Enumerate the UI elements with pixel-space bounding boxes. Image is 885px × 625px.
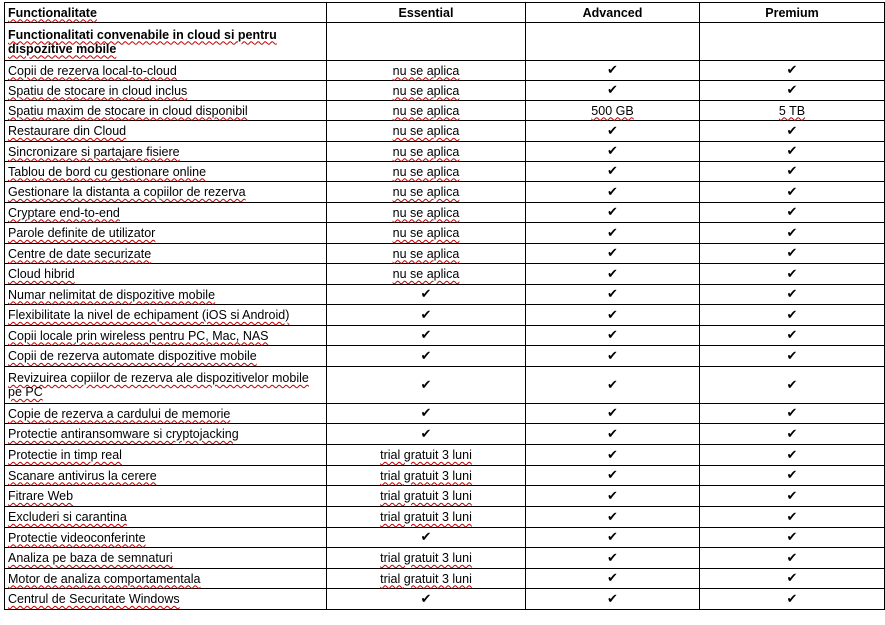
essential-value-text: trial gratuit 3 luni (380, 551, 472, 565)
header-advanced: Advanced (526, 3, 700, 23)
table-row (5, 367, 885, 404)
premium-value (700, 486, 885, 507)
advanced-value-text: 500 GB (591, 103, 634, 118)
check-icon: ✔ (786, 287, 798, 302)
premium-value (700, 121, 885, 142)
check-icon: ✔ (786, 447, 798, 463)
table-row (5, 264, 885, 285)
premium-value (700, 182, 885, 203)
check-icon: ✔ (786, 591, 798, 607)
feature-name (5, 528, 327, 548)
feature-name-text: Cryptare end-to-end (8, 205, 120, 220)
feature-name-text: Restaurare din Cloud (8, 124, 127, 138)
check-icon: ✔ (786, 205, 798, 220)
check-icon: ✔ (786, 144, 798, 159)
table-row (5, 346, 885, 367)
essential-value-text: trial gratuit 3 luni (380, 571, 472, 586)
feature-name-text: Excluderi si carantina (8, 510, 127, 524)
essential-value (327, 61, 526, 81)
advanced-value (526, 569, 700, 589)
essential-value (327, 162, 526, 182)
essential-value (327, 223, 526, 244)
check-icon: ✔ (607, 63, 618, 78)
feature-name (5, 305, 327, 326)
check-icon: ✔ (786, 509, 798, 525)
essential-value-text: nu se aplica (392, 144, 460, 159)
feature-name-text: Gestionare la distanta a copiilor de rezerva (8, 185, 246, 199)
section-title: Functionalitati convenabile in cloud si pentru dispozitive mobile (5, 23, 327, 61)
advanced-value (526, 162, 700, 182)
section-empty-cell (700, 23, 885, 61)
check-icon: ✔ (420, 591, 432, 607)
feature-name-text: Protectie antiransomware si cryptojacking (8, 427, 239, 441)
feature-name (5, 101, 327, 121)
feature-name-text: Cloud hibrid (8, 267, 75, 281)
feature-name (5, 367, 327, 404)
feature-name (5, 142, 327, 162)
check-icon: ✔ (786, 348, 798, 364)
feature-name (5, 548, 327, 569)
premium-value (700, 589, 885, 610)
check-icon: ✔ (420, 328, 432, 343)
check-icon: ✔ (786, 225, 798, 241)
check-icon: ✔ (607, 246, 618, 261)
check-icon: ✔ (607, 205, 618, 220)
essential-value-text: trial gratuit 3 luni (380, 468, 472, 483)
check-icon: ✔ (607, 164, 618, 179)
essential-value (327, 121, 526, 142)
check-icon: ✔ (786, 377, 798, 393)
premium-value (700, 569, 885, 589)
check-icon: ✔ (607, 468, 618, 483)
essential-value-text: trial gratuit 3 luni (380, 489, 472, 503)
check-icon: ✔ (607, 571, 618, 586)
advanced-value (526, 589, 700, 610)
feature-comparison-table (4, 2, 885, 610)
advanced-value (526, 424, 700, 445)
feature-name-text: Scanare antivirus la cerere (8, 468, 157, 483)
advanced-value (526, 121, 700, 142)
header-essential: Essential (327, 3, 526, 23)
table-row (5, 486, 885, 507)
feature-name (5, 486, 327, 507)
check-icon: ✔ (420, 530, 432, 545)
essential-value (327, 264, 526, 285)
essential-value (327, 142, 526, 162)
check-icon: ✔ (786, 307, 798, 323)
premium-value (700, 367, 885, 404)
check-icon: ✔ (607, 328, 618, 343)
table-row (5, 223, 885, 244)
advanced-value (526, 223, 700, 244)
feature-name-text: Analiza pe baza de semnaturi (8, 551, 173, 565)
premium-value (700, 223, 885, 244)
table-row (5, 326, 885, 346)
advanced-value (526, 61, 700, 81)
advanced-value (526, 285, 700, 305)
check-icon: ✔ (786, 488, 798, 504)
essential-value (327, 367, 526, 404)
check-icon: ✔ (786, 266, 798, 282)
premium-value (700, 548, 885, 569)
check-icon: ✔ (786, 530, 798, 545)
premium-value (700, 404, 885, 424)
essential-value-text: nu se aplica (392, 83, 460, 98)
essential-value-text: nu se aplica (392, 226, 460, 240)
check-icon: ✔ (607, 488, 618, 504)
check-icon: ✔ (607, 184, 618, 200)
feature-name-text: Fitrare Web (8, 489, 74, 503)
check-icon: ✔ (607, 287, 618, 302)
feature-name-text: Protectie in timp real (8, 448, 122, 462)
check-icon: ✔ (607, 83, 618, 98)
table-row (5, 101, 885, 121)
check-icon: ✔ (607, 123, 618, 139)
essential-value-text: trial gratuit 3 luni (380, 510, 472, 524)
table-row (5, 244, 885, 264)
feature-name-text: Protectie videoconferinte (8, 530, 146, 545)
essential-value-text: nu se aplica (392, 205, 460, 220)
section-empty-cell (526, 23, 700, 61)
table-row (5, 589, 885, 610)
feature-name-text: Parole definite de utilizator (8, 226, 156, 240)
feature-name-text: Copii locale prin wireless pentru PC, Mac, NAS (8, 328, 269, 343)
advanced-value (526, 326, 700, 346)
table-row (5, 528, 885, 548)
premium-value (700, 81, 885, 101)
essential-value (327, 182, 526, 203)
essential-value (327, 404, 526, 424)
advanced-value (526, 182, 700, 203)
check-icon: ✔ (786, 468, 798, 483)
advanced-value (526, 244, 700, 264)
check-icon: ✔ (607, 530, 618, 545)
premium-value (700, 162, 885, 182)
feature-name-text: Centrul de Securitate Windows (8, 592, 180, 606)
check-icon: ✔ (786, 123, 798, 139)
premium-value (700, 326, 885, 346)
feature-name (5, 203, 327, 223)
advanced-value (526, 367, 700, 404)
advanced-value (526, 445, 700, 466)
essential-value (327, 285, 526, 305)
advanced-value (526, 507, 700, 528)
essential-value-text: trial gratuit 3 luni (380, 448, 472, 462)
essential-value (327, 507, 526, 528)
table-row (5, 424, 885, 445)
table-row (5, 162, 885, 182)
feature-name (5, 589, 327, 610)
check-icon: ✔ (607, 426, 618, 442)
feature-name (5, 424, 327, 445)
check-icon: ✔ (420, 307, 432, 323)
premium-value (700, 264, 885, 285)
essential-value (327, 101, 526, 121)
premium-value (700, 101, 885, 121)
advanced-value (526, 404, 700, 424)
feature-name (5, 466, 327, 486)
feature-name (5, 507, 327, 528)
table-row (5, 203, 885, 223)
check-icon: ✔ (786, 328, 798, 343)
feature-name-text: Spatiu de stocare in cloud inclus (8, 83, 188, 98)
premium-value (700, 285, 885, 305)
essential-value (327, 244, 526, 264)
essential-value (327, 445, 526, 466)
feature-name (5, 162, 327, 182)
check-icon: ✔ (607, 509, 618, 525)
check-icon: ✔ (607, 447, 618, 463)
table-row (5, 548, 885, 569)
premium-value (700, 424, 885, 445)
advanced-value (526, 548, 700, 569)
check-icon: ✔ (607, 307, 618, 323)
table-row (5, 466, 885, 486)
feature-name (5, 445, 327, 466)
check-icon: ✔ (607, 225, 618, 241)
advanced-value (526, 264, 700, 285)
essential-value (327, 569, 526, 589)
essential-value (327, 528, 526, 548)
check-icon: ✔ (607, 591, 618, 607)
essential-value (327, 466, 526, 486)
feature-name-text: Copii de rezerva automate dispozitive mobile (8, 349, 257, 363)
essential-value-text: nu se aplica (392, 124, 460, 138)
header-row (5, 3, 885, 23)
advanced-value (526, 305, 700, 326)
table-row (5, 121, 885, 142)
check-icon: ✔ (786, 571, 798, 586)
feature-name-text: Sincronizare si partajare fisiere (8, 144, 180, 159)
feature-name-text: Copie de rezerva a cardului de memorie (8, 406, 231, 421)
premium-value (700, 61, 885, 81)
premium-value (700, 445, 885, 466)
check-icon: ✔ (607, 550, 618, 566)
feature-name (5, 244, 327, 264)
feature-name (5, 81, 327, 101)
check-icon: ✔ (607, 348, 618, 364)
feature-name (5, 61, 327, 81)
advanced-value (526, 486, 700, 507)
essential-value-text: nu se aplica (392, 103, 460, 118)
essential-value (327, 203, 526, 223)
advanced-value (526, 346, 700, 367)
check-icon: ✔ (420, 287, 432, 302)
essential-value-text: nu se aplica (392, 63, 460, 78)
feature-name-text: Flexibilitate la nivel de echipament (iOS si Android) (8, 308, 290, 322)
premium-value (700, 507, 885, 528)
check-icon: ✔ (786, 164, 798, 179)
essential-value (327, 326, 526, 346)
header-premium: Premium (700, 3, 885, 23)
check-icon: ✔ (786, 83, 798, 98)
essential-value (327, 305, 526, 326)
premium-value (700, 305, 885, 326)
feature-name-text: Numar nelimitat de dispozitive mobile (8, 287, 216, 302)
check-icon: ✔ (786, 406, 798, 421)
feature-name-text: Motor de analiza comportamentala (8, 571, 201, 586)
check-icon: ✔ (607, 266, 618, 282)
feature-name-text: Tablou de bord cu gestionare online (8, 164, 207, 179)
feature-name (5, 404, 327, 424)
essential-value (327, 81, 526, 101)
check-icon: ✔ (786, 63, 798, 78)
advanced-value (526, 101, 700, 121)
feature-name (5, 285, 327, 305)
check-icon: ✔ (607, 144, 618, 159)
check-icon: ✔ (420, 426, 432, 442)
premium-value (700, 346, 885, 367)
table-row (5, 61, 885, 81)
advanced-value (526, 142, 700, 162)
essential-value (327, 486, 526, 507)
essential-value-text: nu se aplica (392, 246, 460, 261)
table-row (5, 404, 885, 424)
feature-name (5, 346, 327, 367)
premium-value (700, 142, 885, 162)
essential-value (327, 589, 526, 610)
feature-name (5, 569, 327, 589)
section-row (5, 23, 885, 61)
feature-name-text: Spatiu maxim de stocare in cloud disponibil (8, 103, 248, 118)
premium-value (700, 466, 885, 486)
feature-name (5, 182, 327, 203)
advanced-value (526, 81, 700, 101)
table-row (5, 81, 885, 101)
essential-value-text: nu se aplica (392, 164, 460, 179)
feature-name (5, 121, 327, 142)
essential-value-text: nu se aplica (392, 185, 460, 199)
essential-value-text: nu se aplica (392, 267, 460, 281)
check-icon: ✔ (420, 348, 432, 364)
advanced-value (526, 466, 700, 486)
feature-name-text: Copii de rezerva local-to-cloud (8, 63, 177, 78)
section-empty-cell (327, 23, 526, 61)
check-icon: ✔ (420, 377, 432, 393)
check-icon: ✔ (786, 426, 798, 442)
essential-value (327, 346, 526, 367)
check-icon: ✔ (607, 406, 618, 421)
table-row (5, 285, 885, 305)
check-icon: ✔ (607, 377, 618, 393)
premium-value (700, 203, 885, 223)
premium-value (700, 528, 885, 548)
table-row (5, 182, 885, 203)
header-feature: Functionalitate (5, 3, 327, 23)
premium-value (700, 244, 885, 264)
essential-value (327, 548, 526, 569)
table-row (5, 445, 885, 466)
feature-name (5, 326, 327, 346)
check-icon: ✔ (420, 406, 432, 421)
table-row (5, 305, 885, 326)
premium-value-text: 5 TB (778, 103, 806, 118)
advanced-value (526, 203, 700, 223)
feature-name (5, 223, 327, 244)
feature-name-text: Revizuirea copiilor de rezerva ale dispozitivelor mobile pe PC (8, 371, 309, 399)
table-row (5, 142, 885, 162)
check-icon: ✔ (786, 246, 798, 261)
essential-value (327, 424, 526, 445)
check-icon: ✔ (786, 184, 798, 200)
table-row (5, 507, 885, 528)
feature-name-text: Centre de date securizate (8, 246, 152, 261)
advanced-value (526, 528, 700, 548)
feature-name (5, 264, 327, 285)
check-icon: ✔ (786, 550, 798, 566)
table-row (5, 569, 885, 589)
